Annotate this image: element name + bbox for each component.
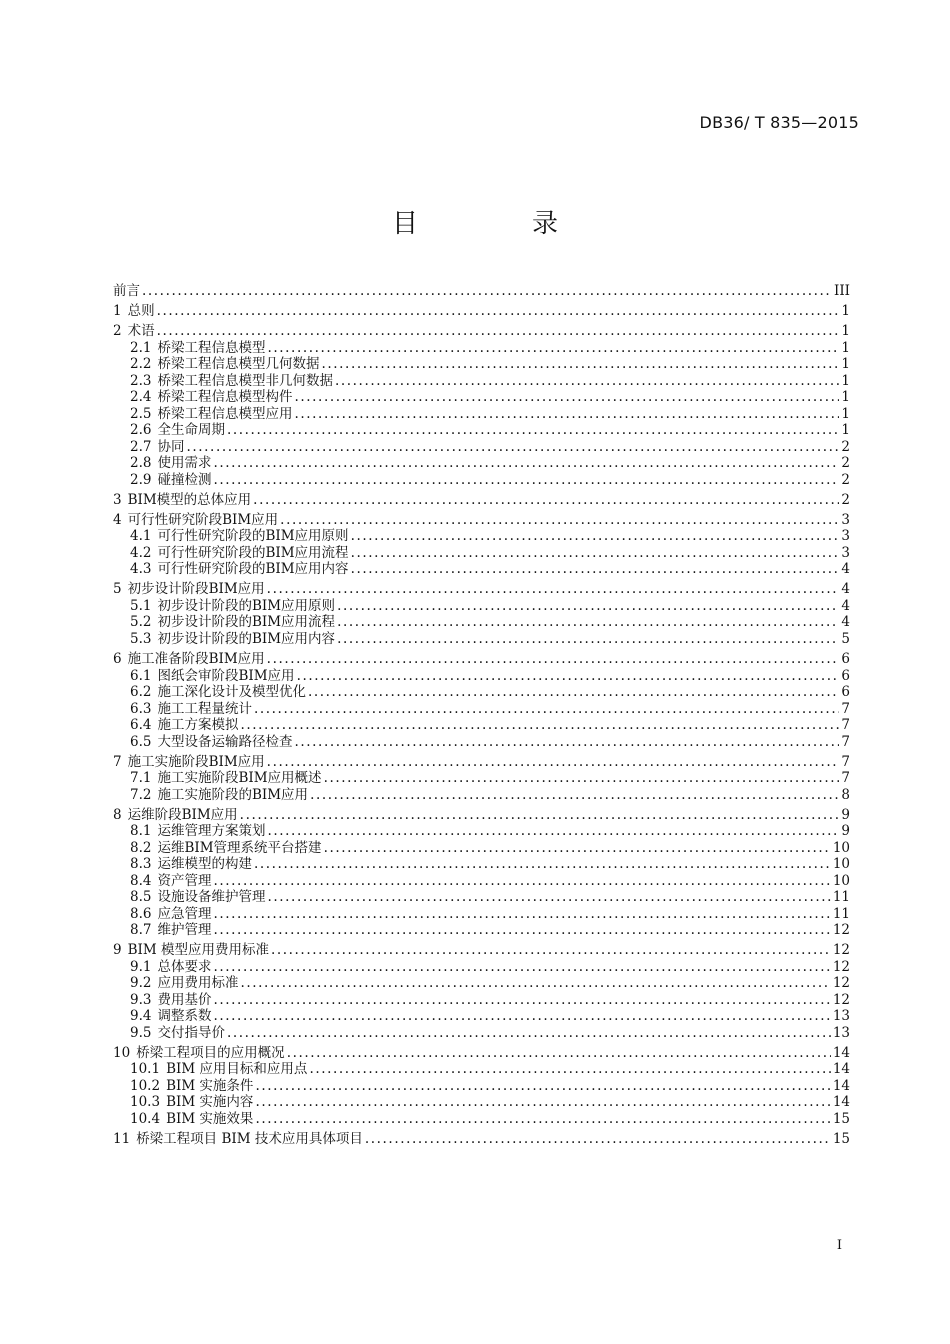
toc-entry-page: 14 (832, 1077, 850, 1094)
toc-entry-page: 10 (832, 839, 850, 856)
toc-leader-dots (310, 787, 839, 804)
toc-entry[interactable] (113, 942, 850, 959)
toc-entry[interactable] (113, 581, 850, 598)
toc-entry-label: 初步设计阶段的BIM应用内容 (157, 630, 336, 647)
toc-entry-page: 11 (832, 889, 850, 906)
toc-entry[interactable] (113, 303, 850, 320)
toc-entry-number: 6.4 (130, 717, 152, 734)
toc-entry-page: 14 (832, 1094, 850, 1111)
toc-entry-label: 初步设计阶段的BIM应用原则 (157, 597, 336, 614)
toc-entry-page: 12 (832, 975, 850, 992)
toc-entry-number: 4.3 (130, 561, 152, 578)
toc-entry-page: 4 (841, 561, 850, 578)
toc-entry-number: 6.1 (130, 667, 152, 684)
toc-subentry[interactable] (113, 1061, 850, 1078)
toc-subentry[interactable] (113, 770, 850, 787)
toc-subentry[interactable] (113, 614, 850, 631)
toc-entry-number: 6.2 (130, 684, 152, 701)
toc-subentry[interactable] (113, 1111, 850, 1128)
toc-entry-number: 10.2 (130, 1077, 161, 1094)
toc-entry-page: 6 (841, 667, 850, 684)
toc-entry-number: 8.3 (130, 856, 152, 873)
toc-leader-dots (240, 717, 839, 734)
toc-leader-dots (186, 439, 839, 456)
toc-leader-dots (157, 323, 840, 340)
toc-entry-label: 施工实施阶段BIM应用 (127, 753, 265, 770)
toc-entry-page: 4 (841, 614, 850, 631)
toc-entry-page: 4 (841, 597, 850, 614)
toc-leader-dots (297, 668, 840, 685)
toc-entry[interactable] (113, 1045, 850, 1062)
toc-subentry[interactable] (113, 422, 850, 439)
toc-subentry[interactable] (113, 922, 850, 939)
toc-entry-number: 9 (113, 942, 122, 959)
toc-leader-dots (227, 422, 839, 439)
toc-entry-number: 7.2 (130, 786, 152, 803)
toc-entry-label: 术语 (127, 323, 155, 340)
toc-entry-number: 11 (113, 1131, 131, 1148)
toc-entry-label: 交付指导价 (157, 1024, 225, 1041)
toc-entry-number: 10.3 (130, 1094, 161, 1111)
toc-subentry[interactable] (113, 1094, 850, 1111)
toc-subentry[interactable] (113, 856, 850, 873)
toc-subentry[interactable] (113, 389, 850, 406)
toc-entry-page: 7 (841, 733, 850, 750)
toc-entry-label: 运维BIM管理系统平台搭建 (157, 839, 322, 856)
toc-leader-dots (255, 1078, 830, 1095)
toc-entry-label: 总体要求 (157, 958, 212, 975)
toc-subentry[interactable] (113, 992, 850, 1009)
toc-leader-dots (280, 512, 839, 529)
toc-subentry[interactable] (113, 406, 850, 423)
toc-entry-page: 1 (841, 323, 850, 340)
toc-subentry[interactable] (113, 701, 850, 718)
page-title: 目 录 (391, 209, 602, 239)
toc-entry-label: 大型设备运输路径检查 (157, 733, 293, 750)
toc-entry-page: 1 (841, 339, 850, 356)
toc-entry-number: 5.1 (130, 597, 152, 614)
toc-leader-dots (294, 734, 839, 751)
toc-entry-number: 4 (113, 511, 122, 528)
toc-entry-label: 图纸会审阶段BIM应用 (157, 667, 295, 684)
toc-entry-label: 协同 (157, 438, 185, 455)
toc-entry[interactable] (113, 492, 850, 509)
toc-entry-label: 桥梁工程信息模型应用 (157, 405, 293, 422)
toc-entry-page: 7 (841, 700, 850, 717)
toc-leader-dots (267, 754, 840, 771)
toc-subentry[interactable] (113, 1078, 850, 1095)
toc-entry-number: 8.2 (130, 839, 152, 856)
toc-leader-dots (255, 1094, 830, 1111)
toc-entry-page: 3 (841, 528, 850, 545)
toc-leader-dots (337, 614, 839, 631)
toc-leader-dots (294, 406, 839, 423)
toc-leader-dots (213, 959, 830, 976)
toc-subentry[interactable] (113, 439, 850, 456)
toc-entry-page: 3 (841, 511, 850, 528)
toc-subentry[interactable] (113, 373, 850, 390)
toc-entry-number: 5.2 (130, 614, 152, 631)
toc-entry[interactable] (113, 283, 850, 300)
toc-entry-label: BIM 实施条件 (166, 1077, 254, 1094)
toc-entry-page: 3 (841, 544, 850, 561)
toc-entry-number: 8.4 (130, 872, 152, 889)
toc-leader-dots (365, 1131, 831, 1148)
toc-entry-page: 1 (841, 405, 850, 422)
toc-subentry[interactable] (113, 959, 850, 976)
toc-entry-page: 10 (832, 856, 850, 873)
toc-entry-page: 1 (841, 422, 850, 439)
toc-subentry[interactable] (113, 1025, 850, 1042)
toc-leader-dots (321, 356, 839, 373)
toc-subentry[interactable] (113, 889, 850, 906)
toc-subentry[interactable] (113, 528, 850, 545)
toc-subentry[interactable] (113, 975, 850, 992)
toc-entry-number: 3 (113, 491, 122, 508)
toc-leader-dots (142, 283, 832, 300)
toc-entry-label: 桥梁工程项目的应用概况 (136, 1044, 285, 1061)
toc-subentry[interactable] (113, 734, 850, 751)
toc-entry-label: 桥梁工程信息模型 (157, 339, 266, 356)
table-of-contents (113, 283, 850, 1148)
toc-leader-dots (324, 770, 840, 787)
toc-entry-page: 1 (841, 303, 850, 320)
toc-subentry[interactable] (113, 545, 850, 562)
toc-leader-dots (267, 581, 840, 598)
toc-entry-label: BIM 应用目标和应用点 (166, 1061, 308, 1078)
toc-leader-dots (351, 561, 840, 578)
toc-leader-dots (271, 942, 831, 959)
toc-leader-dots (309, 1061, 830, 1078)
toc-entry-label: 可行性研究阶段的BIM应用内容 (157, 561, 349, 578)
toc-entry-number: 9.5 (130, 1024, 152, 1041)
toc-entry-page: 1 (841, 389, 850, 406)
toc-entry-number: 2.8 (130, 455, 152, 472)
toc-entry-label: 使用需求 (157, 455, 212, 472)
toc-leader-dots (267, 889, 830, 906)
toc-leader-dots (213, 906, 830, 923)
toc-entry-page: 11 (832, 905, 850, 922)
toc-entry-number: 8.7 (130, 922, 152, 939)
toc-entry-label: 资产管理 (157, 872, 212, 889)
toc-leader-dots (255, 1111, 830, 1128)
toc-entry-number: 5.3 (130, 630, 152, 647)
toc-subentry[interactable] (113, 873, 850, 890)
toc-entry-label: 施工方案模拟 (157, 717, 239, 734)
toc-entry-number: 2.1 (130, 339, 152, 356)
toc-entry[interactable] (113, 754, 850, 771)
toc-subentry[interactable] (113, 561, 850, 578)
toc-entry-label: 桥梁工程项目 BIM 技术应用具体项目 (136, 1131, 363, 1148)
toc-leader-dots (308, 684, 839, 701)
toc-entry-label: 运维模型的构建 (157, 856, 252, 873)
toc-leader-dots (337, 598, 839, 615)
toc-subentry[interactable] (113, 1008, 850, 1025)
toc-entry-number: 10 (113, 1044, 131, 1061)
toc-entry-page: 1 (841, 356, 850, 373)
toc-entry-label: 全生命周期 (157, 422, 225, 439)
toc-entry-page: 12 (832, 958, 850, 975)
toc-leader-dots (267, 340, 839, 357)
toc-entry-label: BIM 实施内容 (166, 1094, 254, 1111)
toc-subentry[interactable] (113, 631, 850, 648)
toc-entry-page: 2 (841, 438, 850, 455)
toc-entry-page: 4 (841, 581, 850, 598)
toc-subentry[interactable] (113, 472, 850, 489)
toc-leader-dots (337, 631, 839, 648)
toc-entry-number: 8 (113, 806, 122, 823)
toc-entry-label: 桥梁工程信息模型几何数据 (157, 356, 320, 373)
toc-entry-number: 6.3 (130, 700, 152, 717)
toc-entry-page: 12 (832, 922, 850, 939)
toc-entry-number: 2.5 (130, 405, 152, 422)
toc-entry-number: 8.6 (130, 905, 152, 922)
toc-subentry[interactable] (113, 455, 850, 472)
standard-code: DB36/ T 835—2015 (699, 113, 859, 132)
toc-entry-label: BIM 模型应用费用标准 (127, 942, 269, 959)
toc-entry-label: 可行性研究阶段的BIM应用流程 (157, 544, 349, 561)
toc-entry-label: 施工深化设计及模型优化 (157, 684, 306, 701)
toc-entry-page: 2 (841, 455, 850, 472)
toc-entry-label: 初步设计阶段BIM应用 (127, 581, 265, 598)
toc-leader-dots (324, 840, 831, 857)
toc-leader-dots (351, 545, 840, 562)
toc-entry-page: 13 (832, 1008, 850, 1025)
toc-leader-dots (335, 373, 839, 390)
toc-leader-dots (253, 492, 839, 509)
toc-entry-label: 费用基价 (157, 991, 212, 1008)
toc-leader-dots (254, 701, 839, 718)
toc-entry-page: 12 (832, 991, 850, 1008)
toc-entry-label: 可行性研究阶段的BIM应用原则 (157, 528, 349, 545)
toc-entry-number: 4.1 (130, 528, 152, 545)
toc-entry-page: 7 (841, 753, 850, 770)
toc-entry-page: 5 (841, 630, 850, 647)
toc-entry[interactable] (113, 651, 850, 668)
toc-leader-dots (213, 472, 839, 489)
toc-entry-number: 2.3 (130, 372, 152, 389)
toc-entry-number: 2.9 (130, 471, 152, 488)
toc-entry-page: 15 (832, 1131, 850, 1148)
toc-subentry[interactable] (113, 906, 850, 923)
toc-entry-number: 2.6 (130, 422, 152, 439)
toc-entry-label: 施工实施阶段的BIM应用 (157, 786, 309, 803)
toc-leader-dots (227, 1025, 831, 1042)
toc-leader-dots (213, 455, 839, 472)
toc-subentry[interactable] (113, 340, 850, 357)
toc-entry-page: 7 (841, 770, 850, 787)
toc-leader-dots (213, 992, 830, 1009)
toc-entry-page: 13 (832, 1024, 850, 1041)
toc-entry-label: 运维管理方案策划 (157, 823, 266, 840)
toc-leader-dots (287, 1045, 831, 1062)
toc-entry-label: BIM模型的总体应用 (127, 491, 252, 508)
toc-leader-dots (213, 922, 830, 939)
toc-entry-label: 调整系数 (157, 1008, 212, 1025)
toc-entry-page: 15 (832, 1110, 850, 1127)
toc-leader-dots (254, 856, 831, 873)
toc-entry-page: 9 (841, 806, 850, 823)
toc-entry-page: 12 (832, 942, 850, 959)
toc-leader-dots (240, 807, 840, 824)
toc-entry-label: 可行性研究阶段BIM应用 (127, 511, 279, 528)
toc-entry-page: 10 (832, 872, 850, 889)
toc-entry-page: 6 (841, 684, 850, 701)
toc-entry-page: 1 (841, 372, 850, 389)
toc-leader-dots (213, 873, 830, 890)
toc-subentry[interactable] (113, 356, 850, 373)
toc-entry-number: 6.5 (130, 733, 152, 750)
toc-entry-number: 9.3 (130, 991, 152, 1008)
toc-entry-number: 6 (113, 651, 122, 668)
toc-entry-label: 应用费用标准 (157, 975, 239, 992)
toc-entry-number: 9.2 (130, 975, 152, 992)
toc-entry-number: 7 (113, 753, 122, 770)
toc-entry-label: 碰撞检测 (157, 471, 212, 488)
toc-entry-page: III (834, 283, 850, 299)
toc-entry-page: 7 (841, 717, 850, 734)
toc-entry[interactable] (113, 1131, 850, 1148)
toc-entry-label: 总则 (127, 303, 155, 320)
toc-leader-dots (294, 389, 839, 406)
toc-leader-dots (351, 528, 840, 545)
toc-subentry[interactable] (113, 840, 850, 857)
toc-entry-label: 桥梁工程信息模型非几何数据 (157, 372, 333, 389)
toc-entry-label: 桥梁工程信息模型构件 (157, 389, 293, 406)
toc-entry-page: 2 (841, 491, 850, 508)
toc-entry-number: 2.2 (130, 356, 152, 373)
toc-leader-dots (213, 1008, 830, 1025)
toc-entry-label: 施工工程量统计 (157, 700, 252, 717)
toc-subentry[interactable] (113, 787, 850, 804)
toc-entry-number: 2 (113, 323, 122, 340)
toc-entry-number: 2.4 (130, 389, 152, 406)
toc-subentry[interactable] (113, 668, 850, 685)
toc-entry-label: 前言 (113, 283, 140, 299)
toc-entry-number: 1 (113, 303, 122, 320)
toc-entry-number: 9.1 (130, 958, 152, 975)
toc-entry-label: 应急管理 (157, 905, 212, 922)
toc-entry-label: 设施设备维护管理 (157, 889, 266, 906)
toc-entry-page: 6 (841, 651, 850, 668)
toc-entry[interactable] (113, 323, 850, 340)
toc-entry-number: 8.5 (130, 889, 152, 906)
toc-entry-label: 施工实施阶段BIM应用概述 (157, 770, 322, 787)
toc-entry-label: 施工准备阶段BIM应用 (127, 651, 265, 668)
toc-subentry[interactable] (113, 717, 850, 734)
page-number: I (836, 1238, 842, 1253)
toc-entry-label: 初步设计阶段的BIM应用流程 (157, 614, 336, 631)
toc-entry-number: 7.1 (130, 770, 152, 787)
toc-entry[interactable] (113, 807, 850, 824)
toc-entry-page: 14 (832, 1044, 850, 1061)
toc-entry-number: 5 (113, 581, 122, 598)
toc-entry-number: 9.4 (130, 1008, 152, 1025)
toc-entry-page: 2 (841, 471, 850, 488)
toc-leader-dots (267, 823, 839, 840)
toc-leader-dots (240, 975, 830, 992)
toc-entry-label: 运维阶段BIM应用 (127, 806, 238, 823)
toc-entry-page: 8 (841, 786, 850, 803)
toc-entry-label: 维护管理 (157, 922, 212, 939)
toc-entry-page: 9 (841, 823, 850, 840)
toc-entry-number: 8.1 (130, 823, 152, 840)
toc-leader-dots (267, 651, 840, 668)
toc-entry-number: 2.7 (130, 438, 152, 455)
toc-entry-label: BIM 实施效果 (166, 1110, 254, 1127)
toc-subentry[interactable] (113, 684, 850, 701)
toc-subentry[interactable] (113, 598, 850, 615)
toc-entry-number: 10.1 (130, 1061, 161, 1078)
toc-leader-dots (157, 303, 840, 320)
toc-entry[interactable] (113, 512, 850, 529)
toc-entry-number: 10.4 (130, 1110, 161, 1127)
toc-entry-number: 4.2 (130, 544, 152, 561)
toc-subentry[interactable] (113, 823, 850, 840)
toc-entry-page: 14 (832, 1061, 850, 1078)
